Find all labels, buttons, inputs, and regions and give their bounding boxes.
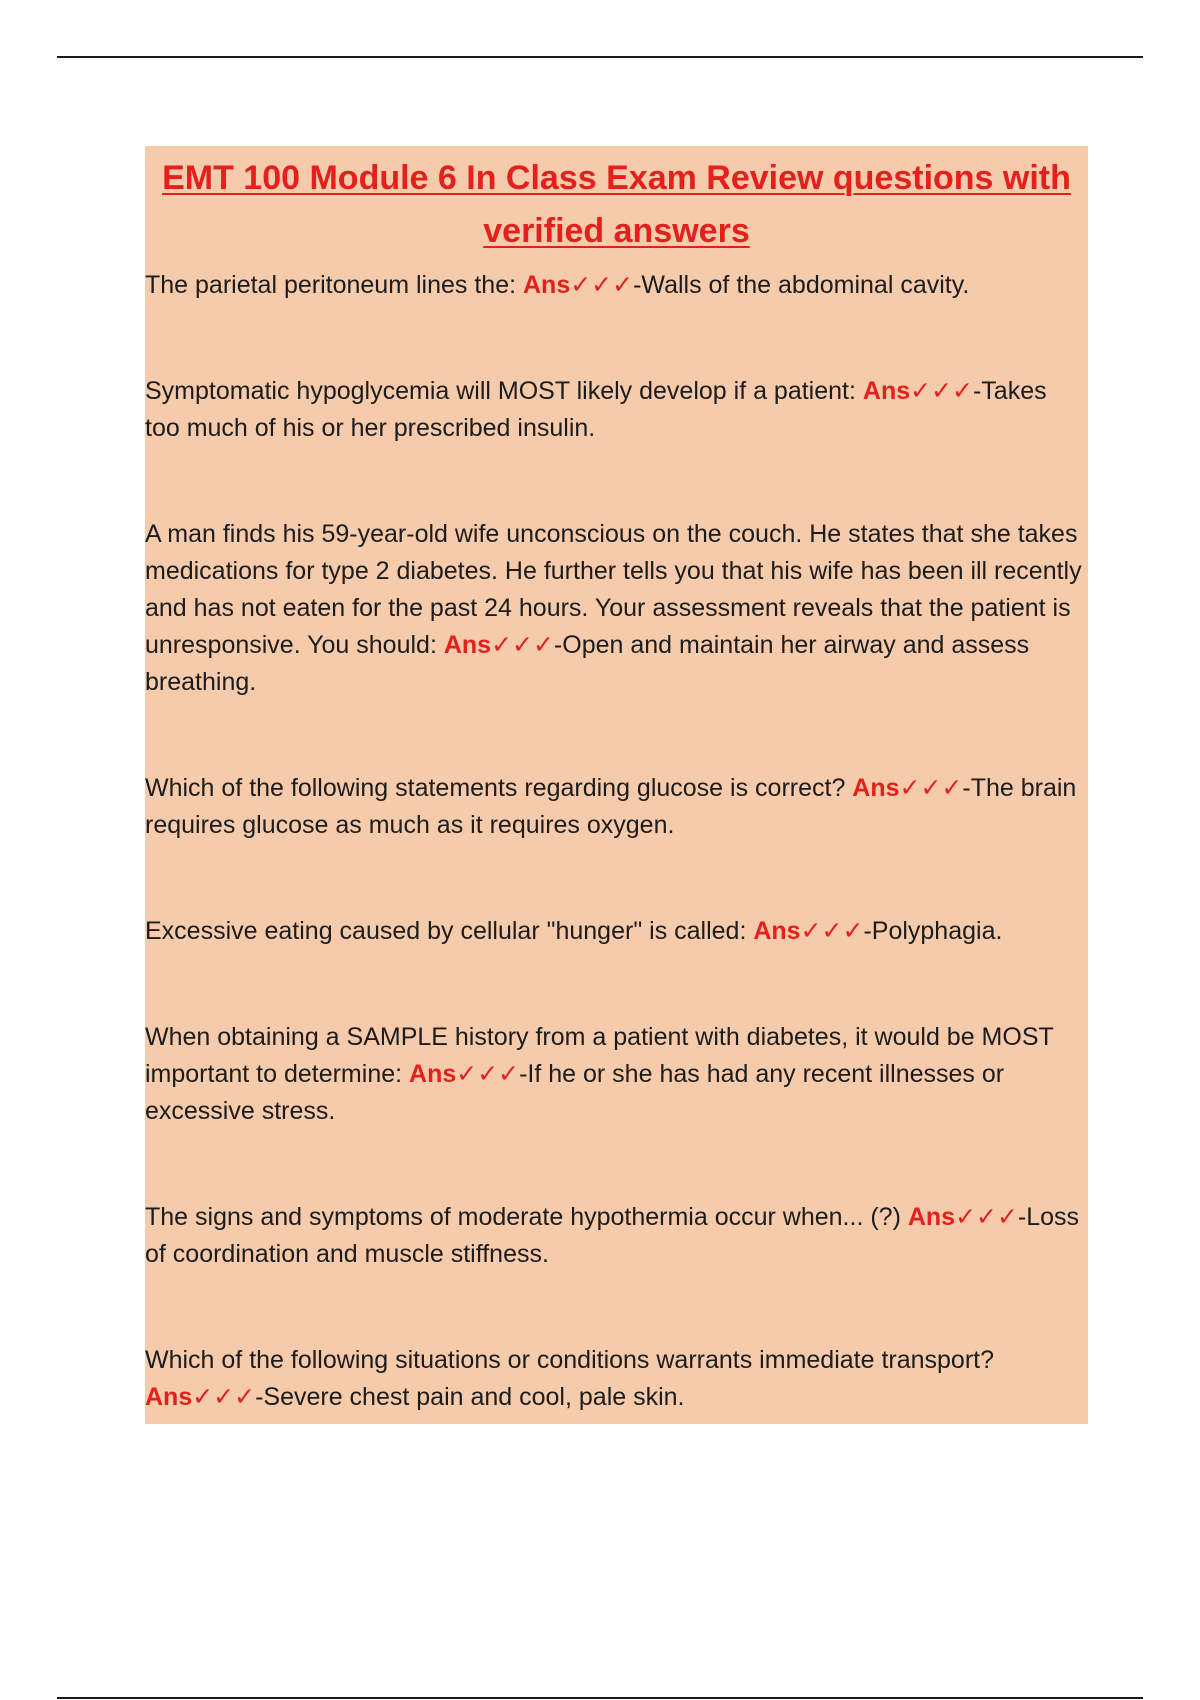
checkmark-icon: ✓✓✓ <box>899 774 963 802</box>
answer-text: -The brain requires glucose as much as it requires oxygen. <box>145 774 1077 839</box>
answer-marker: Ans <box>753 917 801 945</box>
answer-marker: Ans <box>409 1060 457 1088</box>
qa-item <box>145 913 1088 950</box>
checkmark-icon: ✓✓✓ <box>570 271 634 299</box>
checkmark-icon: ✓✓✓ <box>955 1203 1018 1231</box>
document-body <box>145 146 1088 1424</box>
question-text: Which of the following situations or conditions warrants immediate transport? <box>145 1346 995 1374</box>
qa-item <box>145 267 1088 304</box>
checkmark-icon: ✓✓✓ <box>910 377 973 405</box>
answer-marker: Ans <box>862 377 911 405</box>
question-text: Excessive eating caused by cellular "hunger" is called: <box>145 917 754 945</box>
answer-marker: Ans <box>523 271 571 299</box>
top-rule <box>57 56 1143 58</box>
answer-text: -Loss of coordination and muscle stiffness. <box>145 1203 1080 1268</box>
question-text: The signs and symptoms of moderate hypothermia occur when... (?) <box>145 1203 908 1231</box>
answer-text: -Open and maintain her airway and assess breathing. <box>145 631 1030 696</box>
answer-text: -If he or she has had any recent illnesses or excessive stress. <box>145 1060 1005 1125</box>
question-text: The parietal peritoneum lines the: <box>145 271 523 299</box>
question-text: Which of the following statements regarding glucose is correct? <box>145 774 853 802</box>
qa-item <box>145 373 1088 447</box>
qa-item <box>145 1342 1088 1416</box>
answer-marker: Ans <box>907 1203 956 1231</box>
bottom-rule <box>57 1697 1143 1699</box>
checkmark-icon: ✓✓✓ <box>800 917 864 945</box>
question-text: A man finds his 59-year-old wife unconscious on the couch. He states that she takes medications for type 2 diabetes. He further tells you that his wife has been ill recently and has not eaten for the past 24 hours. Your assessment reveals that the patient is unresponsive. You should: <box>145 520 1082 659</box>
checkmark-icon: ✓✓✓ <box>491 631 554 659</box>
qa-item <box>145 1199 1088 1273</box>
checkmark-icon: ✓✓✓ <box>456 1060 520 1088</box>
answer-text: -Severe chest pain and cool, pale skin. <box>255 1383 685 1411</box>
answer-text: -Polyphagia. <box>863 917 1003 945</box>
question-text: Symptomatic hypoglycemia will MOST likely develop if a patient: <box>145 377 863 405</box>
checkmark-icon: ✓✓✓ <box>192 1383 256 1411</box>
answer-marker: Ans <box>145 1383 193 1411</box>
answer-marker: Ans <box>443 631 492 659</box>
qa-item <box>145 1019 1088 1130</box>
answer-marker: Ans <box>852 774 900 802</box>
qa-item <box>145 770 1088 844</box>
answer-text: -Takes too much of his or her prescribed insulin. <box>145 377 1047 442</box>
qa-item <box>145 516 1088 701</box>
answer-text: -Walls of the abdominal cavity. <box>633 271 970 299</box>
question-text: When obtaining a SAMPLE history from a patient with diabetes, it would be MOST important to determine: <box>145 1023 1054 1088</box>
document-title: EMT 100 Module 6 In Class Exam Review questions with verified answers <box>162 159 1071 250</box>
